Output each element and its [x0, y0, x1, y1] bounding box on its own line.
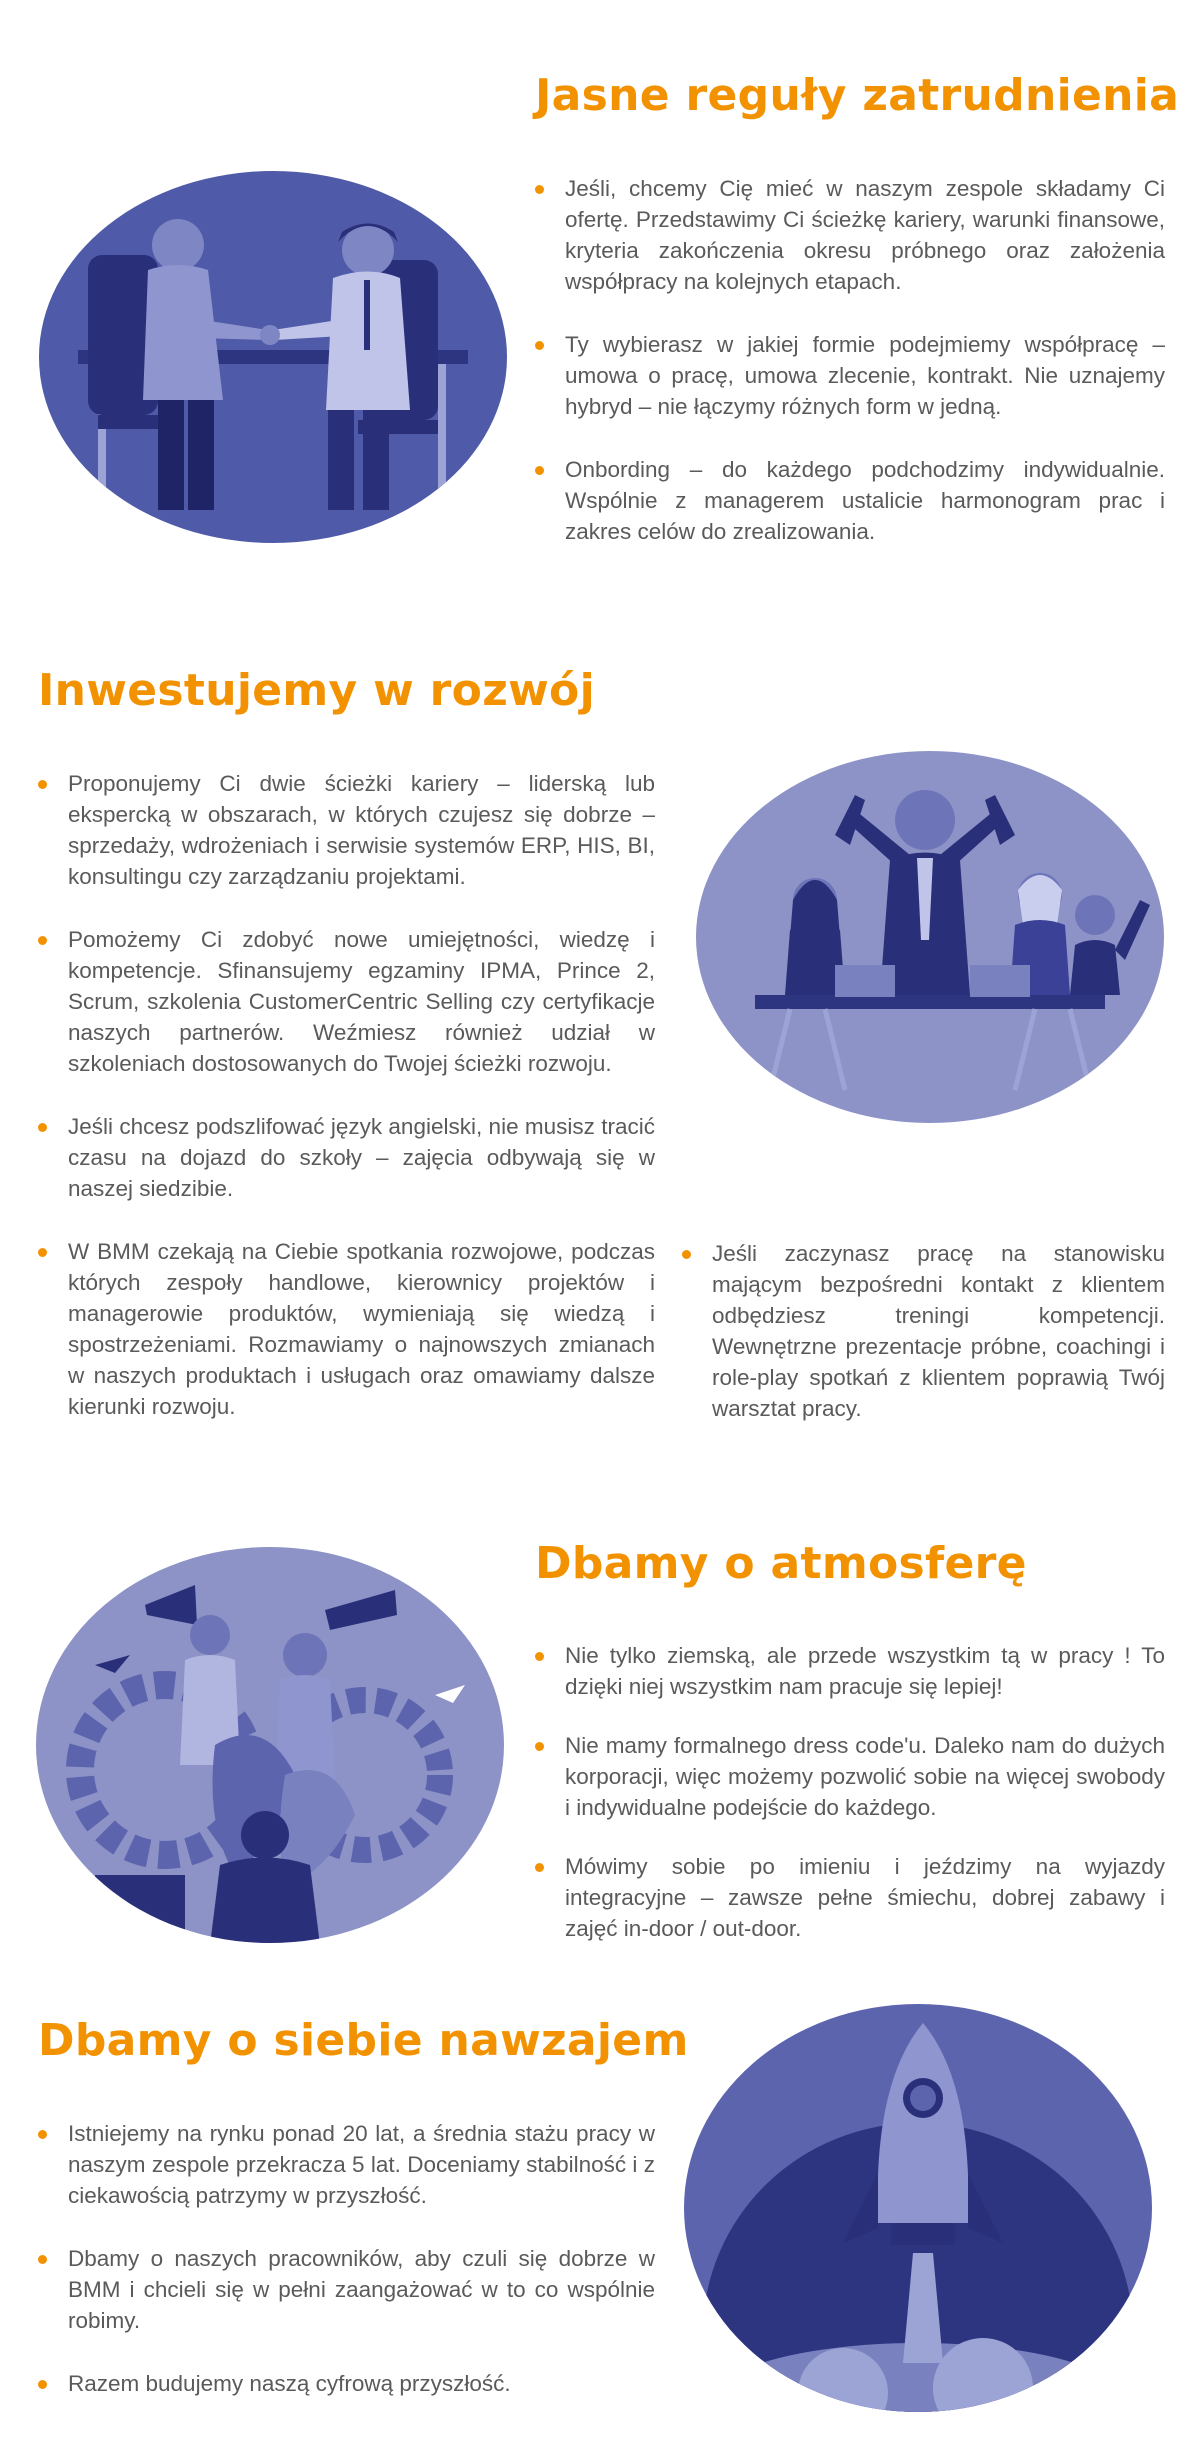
list-item: Dbamy o naszych pracowników, aby czuli się dobrze w BMM i chcieli się w pełni zaangażować w to co wspólnie robimy.: [38, 2243, 655, 2336]
atmosphere-bullet-list: [535, 1640, 1165, 1972]
list-item: Onbording – do każdego podchodzimy indywidualnie. Wspólnie z managerem ustalicie harmonogram prac i zakres celów do zrealizowania.: [535, 454, 1165, 547]
section-title-care: Dbamy o siebie nawzajem: [38, 2015, 689, 2066]
list-item: Jeśli, chcemy Cię mieć w naszym zespole składamy Ci ofertę. Przedstawimy Ci ścieżkę kariery, warunki finansowe, kryteria zakończenia okresu próbnego oraz założenia współpracy na kolejnych etapach.: [535, 173, 1165, 297]
development-bullet-list: [38, 768, 655, 1454]
megaphone-gears-illustration: [35, 1545, 505, 1945]
list-item: W BMM czekają na Ciebie spotkania rozwojowe, podczas których zespoły handlowe, kierownicy projektów i managerowie produktów, wymieniają się wiedzą i spostrzeżeniami. Rozmawiamy o najnowszych zmianach w naszych produktach i usługach oraz omawiamy dalsze kierunki rozwoju.: [38, 1236, 655, 1422]
care-bullet-list: [38, 2118, 655, 2431]
list-item: Nie mamy formalnego dress code'u. Daleko nam do dużych korporacji, więc możemy pozwolić sobie na więcej swobody i indywidualne podejście do każdego.: [535, 1730, 1165, 1823]
list-item: Istniejemy na rynku ponad 20 lat, a średnia stażu pracy w naszym zespole przekracza 5 lat. Doceniamy stabilność i z ciekawością patrzymy w przyszłość.: [38, 2118, 655, 2211]
list-item: Jeśli chcesz podszlifować język angielski, nie musisz tracić czasu na dojazd do szkoły – zajęcia odbywają się w naszej siedzibie.: [38, 1111, 655, 1204]
list-item: Ty wybierasz w jakiej formie podejmiemy współpracę – umowa o pracę, umowa zlecenie, kontrakt. Nie uznajemy hybryd – nie łączymy różnych form w jedną.: [535, 329, 1165, 422]
list-item: Razem budujemy naszą cyfrową przyszłość.: [38, 2368, 655, 2399]
list-item: Pomożemy Ci zdobyć nowe umiejętności, wiedzę i kompetencje. Sfinansujemy egzaminy IPMA, Prince 2, Scrum, szkolenia CustomerCentric Selling czy certyfikacje naszych partnerów. Weźmiesz również udział w szkoleniach dostosowanych do Twojej ścieżki rozwoju.: [38, 924, 655, 1079]
hiring-bullet-list: [535, 173, 1165, 579]
list-item: Proponujemy Ci dwie ścieżki kariery – liderską lub ekspercką w obszarach, w których czujesz się dobrze – sprzedaży, wdrożeniach i serwisie systemów ERP, HIS, BI, konsultingu czy zarządzaniu projektami.: [38, 768, 655, 892]
section-title-hiring: Jasne reguły zatrudnienia: [535, 70, 1180, 121]
team-celebration-illustration: [695, 750, 1165, 1125]
list-item: Mówimy sobie po imieniu i jeździmy na wyjazdy integracyjne – zawsze pełne śmiechu, dobrej zabawy i zajęć in-door / out-door.: [535, 1851, 1165, 1944]
development-bullet-list-right: [682, 1238, 1165, 1456]
section-title-development: Inwestujemy w rozwój: [38, 665, 595, 716]
handshake-illustration: [38, 170, 508, 545]
list-item: Nie tylko ziemską, ale przede wszystkim tą w pracy ! To dzięki niej wszystkim nam pracuje się lepiej!: [535, 1640, 1165, 1702]
section-title-atmosphere: Dbamy o atmosferę: [535, 1538, 1027, 1589]
rocket-illustration: [683, 2003, 1153, 2413]
list-item: Jeśli zaczynasz pracę na stanowisku mającym bezpośredni kontakt z klientem odbędziesz treningi kompetencji. Wewnętrzne prezentacje próbne, coachingi i role-play spotkań z klientem poprawią Twój warsztat pracy.: [682, 1238, 1165, 1424]
